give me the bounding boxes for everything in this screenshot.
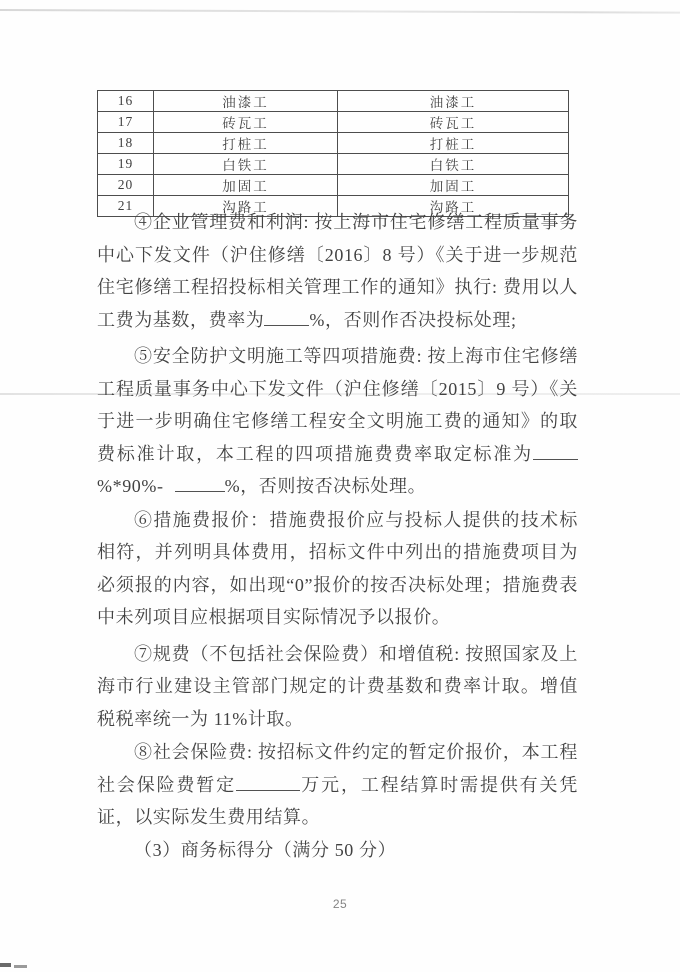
- fill-in-blank-rate: [533, 444, 578, 459]
- labor-name-cell: 打桩工: [338, 133, 569, 154]
- paragraph-text: %，否则作否决投标处理;: [309, 309, 517, 330]
- table-row: [98, 133, 569, 154]
- paragraph-social-insurance-fee: [97, 736, 578, 834]
- paragraph-text: 万元，工程结算时需提供有关凭证，以实际发生费用结算。: [97, 774, 578, 827]
- row-number-cell: 19: [98, 154, 154, 175]
- fill-in-blank-rate: [264, 310, 309, 325]
- row-number-cell: 18: [98, 133, 154, 154]
- paragraph-enterprise-management-fee: [97, 206, 578, 336]
- labor-name-cell: 白铁工: [338, 154, 569, 175]
- paragraph-text: %*90%-: [97, 476, 164, 496]
- labor-name-cell: 加固工: [338, 175, 569, 196]
- scan-artifact-top-line: [0, 9, 680, 14]
- labor-name-cell: 沟路工: [338, 196, 569, 217]
- labor-name-cell: 油漆工: [154, 91, 338, 112]
- paragraph-text: %，否则按否决标处理。: [224, 476, 427, 496]
- paragraph-fees-and-vat: ⑦规费（不包括社会保险费）和增值税: 按照国家及上海市行业建设主管部门规定的计费基数和费率计取。增值税税率统一为 11%计取。: [97, 643, 578, 729]
- row-number-cell: 16: [98, 91, 154, 112]
- labor-name-cell: 打桩工: [154, 133, 338, 154]
- table-row: [98, 112, 569, 133]
- labor-name-cell: 白铁工: [154, 154, 338, 175]
- paragraph-safety-measure-fee: [97, 340, 578, 503]
- fill-in-blank-rate: [175, 477, 225, 492]
- paragraph-text: ⑤安全防护文明施工等四项措施费: 按上海市住宅修缮工程质量事务中心下发文件（沪住修缮〔2015〕9 号）《关于进一步明确住宅修缮工程安全文明施工费的通知》的取费标准计取，本工程的四项措施费费率取定标准为: [97, 346, 578, 464]
- page-number: 25: [332, 897, 348, 911]
- labor-type-table: [97, 90, 569, 217]
- table-row: [98, 175, 569, 196]
- scan-artifact-corner-mark: [0, 963, 11, 967]
- paragraph-text: ⑧社会保险费: 按招标文件约定的暂定价报价，本工程社会保险费暂定: [97, 742, 578, 795]
- row-number-cell: 20: [98, 175, 154, 196]
- table-row: [98, 91, 569, 112]
- table-row: [98, 154, 569, 175]
- labor-name-cell: 砖瓦工: [338, 112, 569, 133]
- row-number-cell: 21: [98, 196, 154, 217]
- scan-artifact-corner-mark: [14, 965, 27, 968]
- paragraph-commercial-bid-score: （3）商务标得分（满分 50 分）: [134, 839, 397, 860]
- labor-name-cell: 沟路工: [154, 196, 338, 217]
- paragraph-text: ④企业管理费和利润: 按上海市住宅修缮工程质量事务中心下发文件（沪住修缮〔2016〕8 号）《关于进一步规范住宅修缮工程招投标相关管理工作的通知》执行: 费用以人工费为基数，费率为: [97, 212, 578, 330]
- document-body: [97, 206, 578, 866]
- labor-name-cell: 砖瓦工: [154, 112, 338, 133]
- labor-name-cell: 油漆工: [338, 91, 569, 112]
- labor-name-cell: 加固工: [154, 175, 338, 196]
- fill-in-blank-amount: [236, 775, 300, 790]
- paragraph-measure-fee-quote: ⑥措施费报价：措施费报价应与投标人提供的技术标相符，并列明具体费用，招标文件中列出的措施费项目为必须报的内容，如出现“0”报价的按否决标处理；措施费表中未列项目应根据项目实际情况予以报价。: [97, 509, 578, 627]
- row-number-cell: 17: [98, 112, 154, 133]
